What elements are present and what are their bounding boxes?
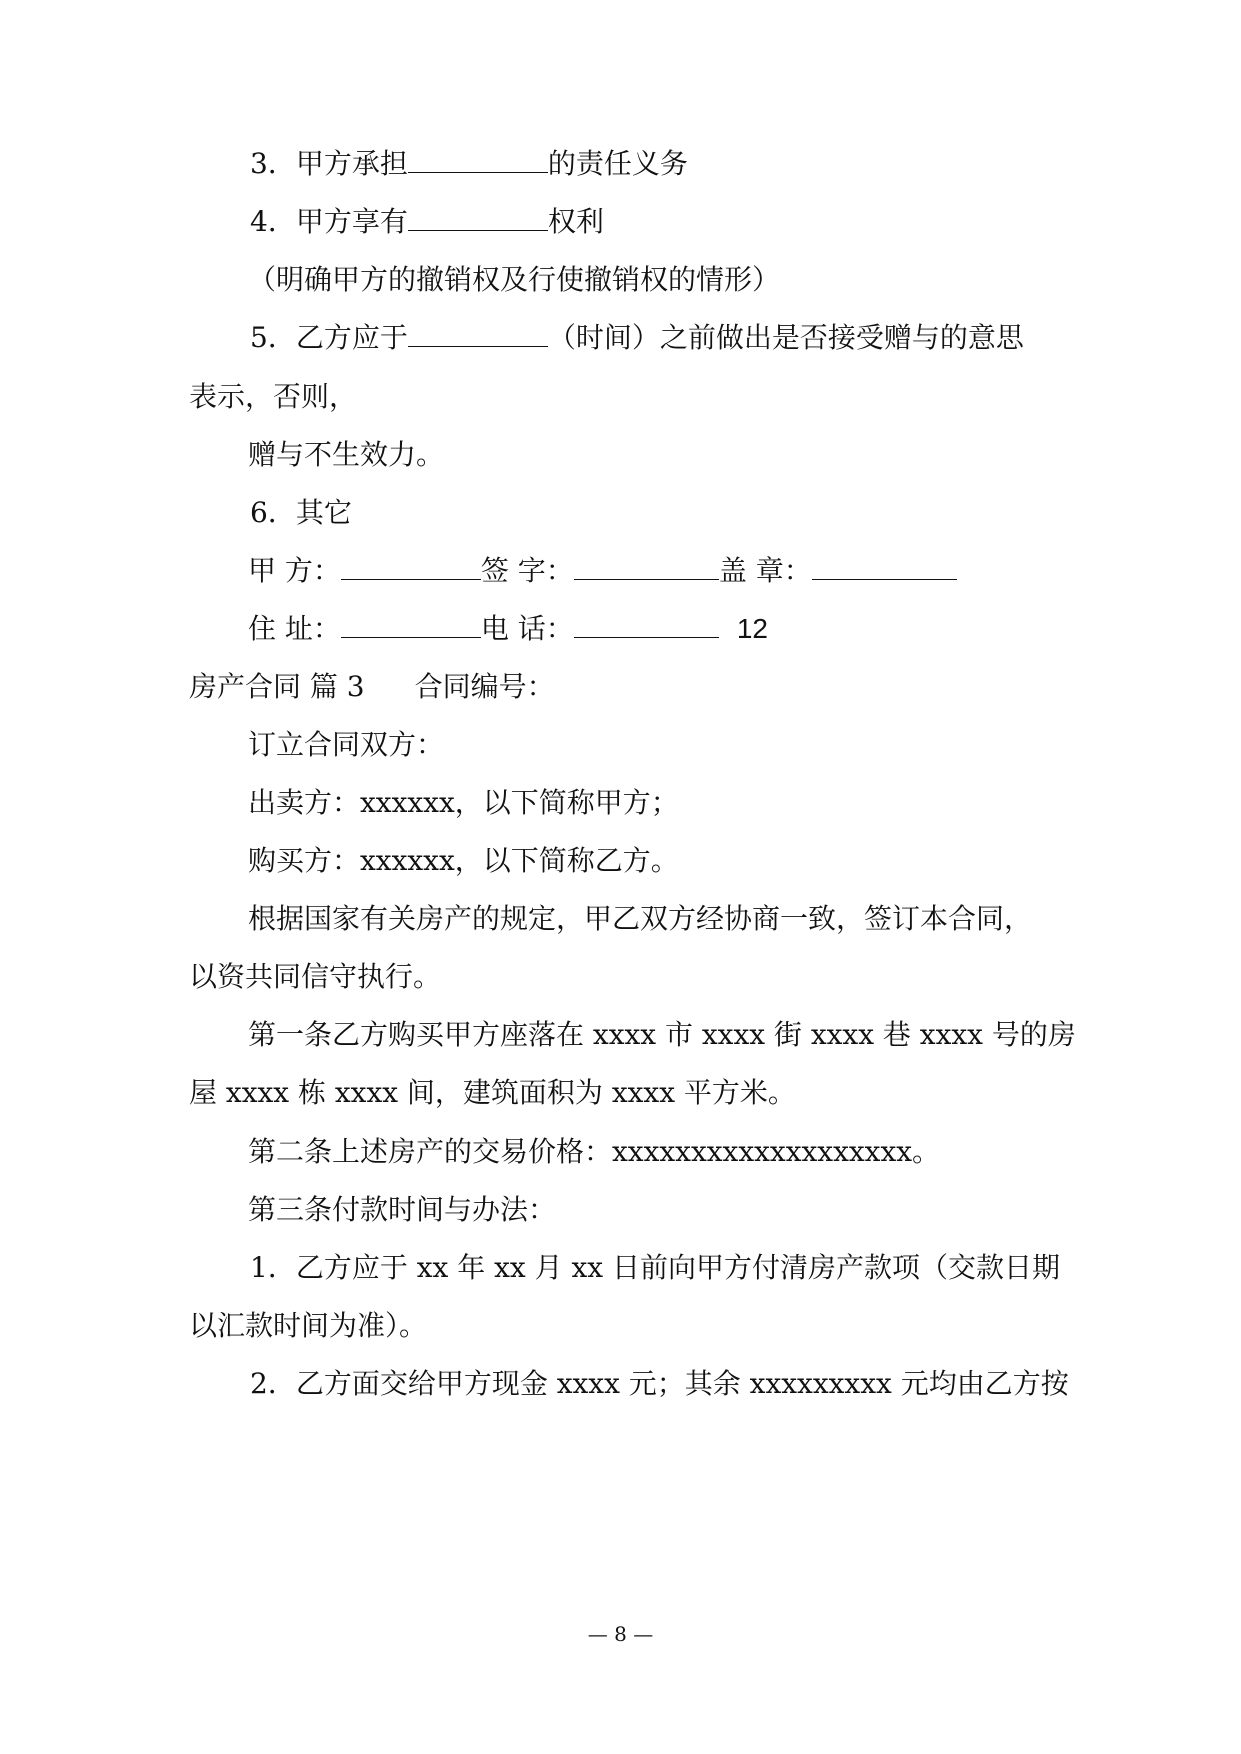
buyer-line: 购买方：xxxxxx，以下简称乙方。 [248,844,679,877]
article-3-heading: 第三条付款时间与办法： [248,1193,557,1226]
blank-line [408,144,548,173]
phone-label: 电 话： [480,612,574,645]
blank-line [574,609,719,638]
blank-line [812,551,957,580]
seal-label: 盖 章： [718,554,812,587]
seller-line: 出卖方：xxxxxx，以下简称甲方； [248,786,679,819]
section-heading [189,667,555,707]
clause-6: 6．其它 [250,496,352,529]
blank-line [408,202,548,231]
blank-line [574,551,719,580]
clause-4 [250,202,604,242]
clause-5-suffix: （时间）之前做出是否接受赠与的意思 [547,321,1024,354]
address-label: 住 址： [248,612,341,645]
contract-parties-heading: 订立合同双方： [248,728,445,761]
article-2: 第二条上述房产的交易价格：xxxxxxxxxxxxxxxxxxx。 [248,1135,941,1168]
article-1-line-1: 第一条乙方购买甲方座落在 xxxx 市 xxxx 街 xxxx 巷 xxxx 号的房 [248,1018,1076,1051]
signature-label: 签 字： [480,554,574,587]
revocation-note: （明确甲方的撤销权及行使撤销权的情形） [248,263,781,296]
stray-number: 12 [736,613,768,644]
article-3-item-1-line-2: 以汇款时间为准）。 [189,1309,428,1342]
article-3-item-1-line-1: 1．乙方应于 xx 年 xx 月 xx 日前向甲方付清房产款项（交款日期 [250,1251,1060,1284]
article-3-item-2: 2．乙方面交给甲方现金 xxxx 元；其余 xxxxxxxxx 元均由乙方按 [250,1367,1069,1400]
blank-line [341,551,481,580]
gift-invalid-text: 赠与不生效力。 [248,438,445,471]
clause-4-suffix: 权利 [547,205,604,238]
contract-number-label: 合同编号： [414,670,555,703]
clause-4-prefix: 4．甲方享有 [250,205,408,238]
party-a-signature-row [248,551,957,591]
party-a-label: 甲 方： [248,554,341,587]
clause-3 [250,144,688,184]
page-number: — 8 — [587,1622,654,1646]
blank-line [341,609,481,638]
clause-5-prefix: 5．乙方应于 [250,321,408,354]
section-title: 房产合同 篇 3 [189,670,365,703]
preamble-line-2: 以资共同信守执行。 [189,960,442,993]
clause-3-prefix: 3．甲方承担 [250,147,408,180]
clause-5 [250,318,1024,358]
blank-line [408,318,548,347]
preamble-line-1: 根据国家有关房产的规定，甲乙双方经协商一致，签订本合同， [248,902,1033,935]
article-1-line-2: 屋 xxxx 栋 xxxx 间，建筑面积为 xxxx 平方米。 [189,1076,796,1109]
clause-5-continued: 表示，否则， [189,380,358,413]
clause-3-suffix: 的责任义务 [547,147,688,180]
address-phone-row [248,609,768,649]
